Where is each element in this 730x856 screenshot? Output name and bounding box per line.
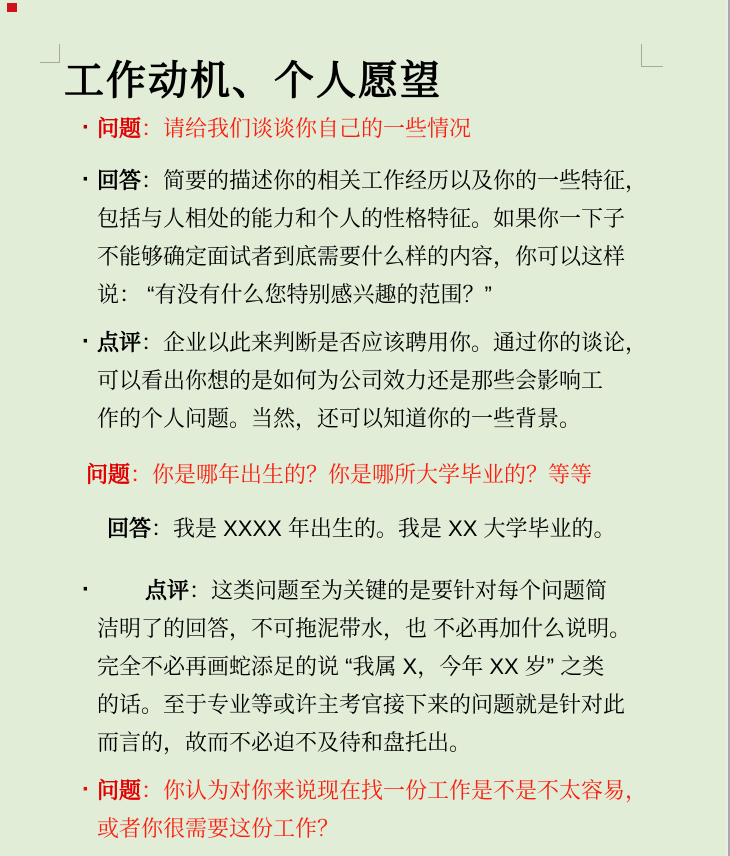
question-text: ：你认为对你来说现在找一份工作是不是不太容易， (141, 778, 648, 803)
paragraph-line (97, 162, 648, 200)
paragraph-line (97, 572, 625, 610)
bullet-icon: · (82, 576, 90, 603)
question-text: ：你是哪年出生的？你是哪所大学毕业的？等等 (130, 462, 593, 487)
answer-label: 回答 (97, 168, 142, 193)
page-title: 工作动机、个人愿望 (64, 59, 442, 103)
paragraph-line: 洁明了的回答，不可拖泥带水，也 不必再加什么说明。 (97, 616, 632, 641)
answer-block-2 (107, 510, 625, 548)
paragraph-line (97, 110, 625, 148)
comment-label: 点评 (97, 330, 142, 355)
paragraph-line: 可以看出你想的是如何为公司效力还是那些会影响工 (97, 368, 604, 393)
question-text: ：请给我们谈谈你自己的一些情况 (141, 116, 472, 141)
paragraph-line: 包括与人相处的能力和个人的性格特征。如果你一下子 (97, 206, 626, 231)
red-marker-icon (7, 3, 17, 12)
comment-text: ：企业以此来判断是否应该聘用你。通过你的谈论， (141, 330, 648, 355)
answer-label: 回答 (107, 516, 152, 541)
question-block-3 (60, 772, 648, 848)
text-body (60, 0, 648, 848)
answer-text: ：我是 XXXX 年出生的。我是 XX 大学毕业的。 (151, 516, 616, 541)
crop-mark-top-left-icon (40, 44, 60, 63)
paragraph-line: 或者你很需要这份工作？ (97, 816, 340, 841)
answer-text: ：简要的描述你的相关工作经历以及你的一些特征， (141, 168, 648, 193)
bullet-icon: · (82, 328, 90, 355)
paragraph-line (97, 324, 648, 362)
bullet-icon: · (82, 114, 90, 141)
crop-mark-top-right-icon (641, 44, 663, 67)
paragraph-line (97, 772, 648, 810)
paragraph-line (86, 456, 625, 494)
paragraph-line (107, 510, 625, 548)
question-label: 问题 (97, 778, 142, 803)
paragraph-line: 完全不必再画蛇添足的说 “我属 X，今年 XX 岁” 之类 (97, 654, 605, 679)
paragraph-line: 的话。至于专业等或许主考官接下来的问题就是针对此 (97, 692, 626, 717)
paragraph-line: 说： “有没有什么您特别感兴趣的范围？” (97, 282, 492, 307)
comment-block-1 (60, 324, 648, 438)
bullet-icon: · (82, 776, 90, 803)
bullet-icon: · (82, 166, 90, 193)
question-label: 问题 (86, 462, 131, 487)
question-block-2 (86, 456, 625, 494)
question-label: 问题 (97, 116, 142, 141)
question-block-1 (60, 110, 625, 148)
paragraph-line: 作的个人问题。当然，还可以知道你的一些背景。 (97, 406, 582, 431)
answer-block-1 (60, 162, 648, 314)
paragraph-line: 不能够确定面试者到底需要什么样的内容，你可以这样 (97, 244, 626, 269)
comment-block-2 (60, 572, 632, 762)
paragraph-line: 而言的，故而不必迫不及待和盘托出。 (97, 730, 472, 755)
comment-text: ：这类问题至为关键的是要针对每个问题简 (189, 578, 608, 603)
comment-label: 点评 (145, 578, 190, 603)
